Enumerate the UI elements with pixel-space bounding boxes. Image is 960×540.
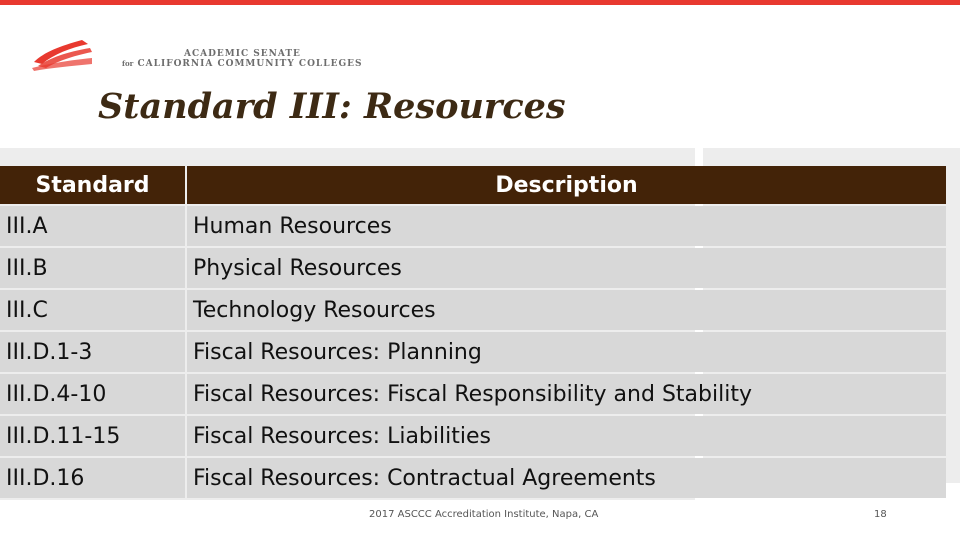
academic-senate-logo-icon bbox=[30, 38, 94, 72]
logo-line2-prefix: for bbox=[122, 59, 134, 68]
standard-description: Fiscal Resources: Planning bbox=[187, 332, 946, 372]
table-row bbox=[0, 416, 946, 456]
table-row bbox=[0, 248, 946, 288]
table-row bbox=[0, 290, 946, 330]
standard-description: Technology Resources bbox=[187, 290, 946, 330]
standard-code: III.D.11-15 bbox=[0, 416, 185, 456]
academic-senate-logo bbox=[30, 38, 380, 74]
logo-line2-main: CALIFORNIA COMMUNITY COLLEGES bbox=[137, 59, 363, 69]
standard-code: III.D.16 bbox=[0, 458, 185, 498]
table-header-row bbox=[0, 166, 946, 204]
page-number: 18 bbox=[874, 509, 887, 520]
standard-code: III.D.4-10 bbox=[0, 374, 185, 414]
table-row bbox=[0, 458, 946, 498]
standard-code: III.D.1-3 bbox=[0, 332, 185, 372]
standard-description: Physical Resources bbox=[187, 248, 946, 288]
table-row bbox=[0, 206, 946, 246]
standards-table bbox=[0, 164, 948, 500]
slide-footer: 2017 ASCCC Accreditation Institute, Napa, CA bbox=[369, 509, 599, 520]
table-row bbox=[0, 374, 946, 414]
logo-line2 bbox=[122, 59, 363, 69]
standard-description: Human Resources bbox=[187, 206, 946, 246]
header-standard: Standard bbox=[0, 166, 185, 204]
standard-code: III.A bbox=[0, 206, 185, 246]
logo-line1: ACADEMIC SENATE bbox=[184, 49, 301, 59]
standard-description: Fiscal Resources: Contractual Agreements bbox=[187, 458, 946, 498]
page-title: Standard III: Resources bbox=[98, 86, 566, 127]
top-accent-bar bbox=[0, 0, 960, 5]
header-description: Description bbox=[187, 166, 946, 204]
standard-description: Fiscal Resources: Liabilities bbox=[187, 416, 946, 456]
standard-description: Fiscal Resources: Fiscal Responsibility and Stability bbox=[187, 374, 946, 414]
table-row bbox=[0, 332, 946, 372]
standard-code: III.C bbox=[0, 290, 185, 330]
standard-code: III.B bbox=[0, 248, 185, 288]
